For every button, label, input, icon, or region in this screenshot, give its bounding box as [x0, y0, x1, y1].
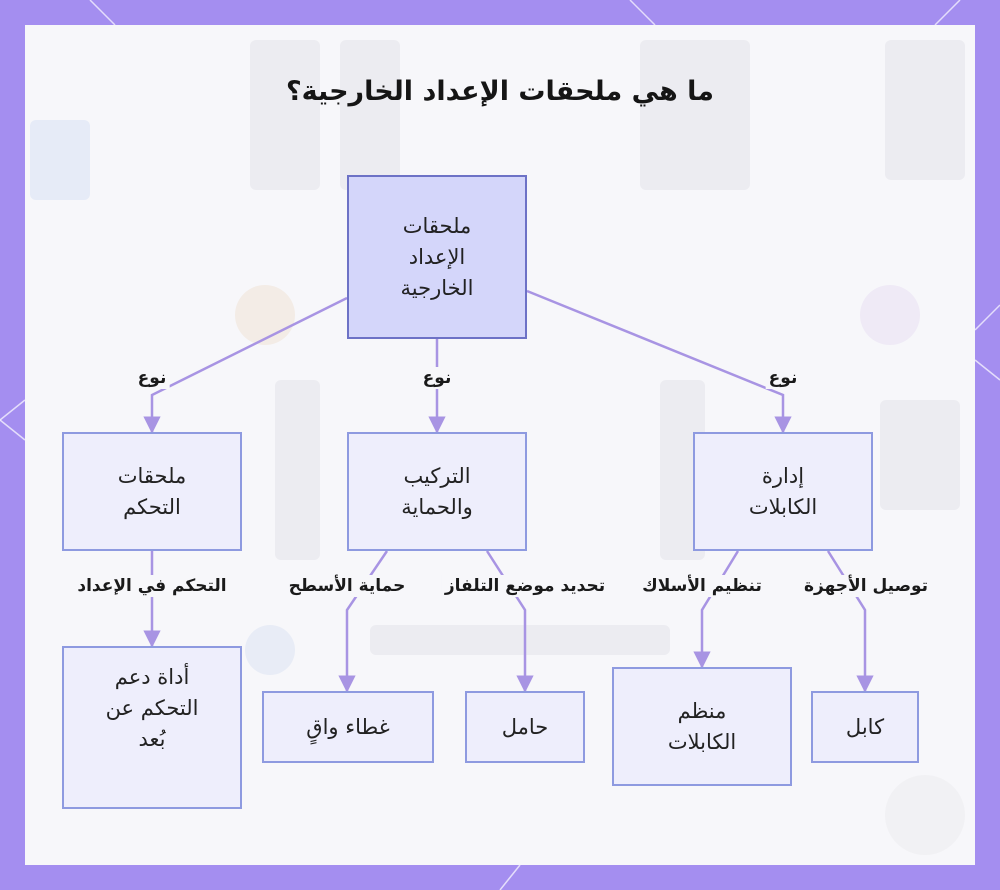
node-cable-management [693, 432, 873, 551]
edge-label-setup-control: التحكم في الإعداد [74, 575, 229, 597]
edge-label-wire-organization: تنظيم الأسلاك [639, 575, 765, 597]
node-root-label: ملحقات الإعداد الخارجية [400, 213, 474, 300]
edge-mounting-mount [487, 551, 525, 691]
node-mounting-protection [347, 432, 527, 551]
node-label: غطاء واقٍ [306, 714, 390, 739]
node-label: كابل [845, 714, 885, 739]
page-title: ما هي ملحقات الإعداد الخارجية؟ [286, 76, 714, 107]
edge-label-type: نوع [135, 367, 170, 389]
edge-root-cables [527, 291, 783, 432]
node-label: أداة دعم التحكم عن بُعد [105, 665, 199, 751]
node-root [347, 175, 527, 339]
node-label: ملحقات التحكم [117, 463, 187, 519]
edge-cables-organizer [702, 551, 738, 667]
node-label: التركيب والحماية [401, 463, 473, 519]
edge-root-control [152, 298, 347, 432]
node-control-accessories [62, 432, 242, 551]
edge-mounting-cover [347, 551, 387, 691]
node-protective-cover [262, 691, 434, 763]
node-remote-holder [62, 646, 242, 809]
node-cable [811, 691, 919, 763]
edge-label-device-connection: توصيل الأجهزة [801, 575, 931, 597]
node-cable-organizer [612, 667, 792, 786]
node-label: حامل [501, 714, 549, 739]
edge-label-surface-protection: حماية الأسطح [286, 575, 409, 597]
node-mount [465, 691, 585, 763]
node-label: منظم الكابلات [667, 698, 737, 754]
edge-cables-cable [828, 551, 865, 691]
edge-label-type: نوع [420, 367, 455, 389]
edge-label-tv-positioning: تحديد موضع التلفاز [442, 575, 608, 597]
edge-label-type: نوع [766, 367, 801, 389]
node-label: إدارة الكابلات [748, 463, 818, 519]
